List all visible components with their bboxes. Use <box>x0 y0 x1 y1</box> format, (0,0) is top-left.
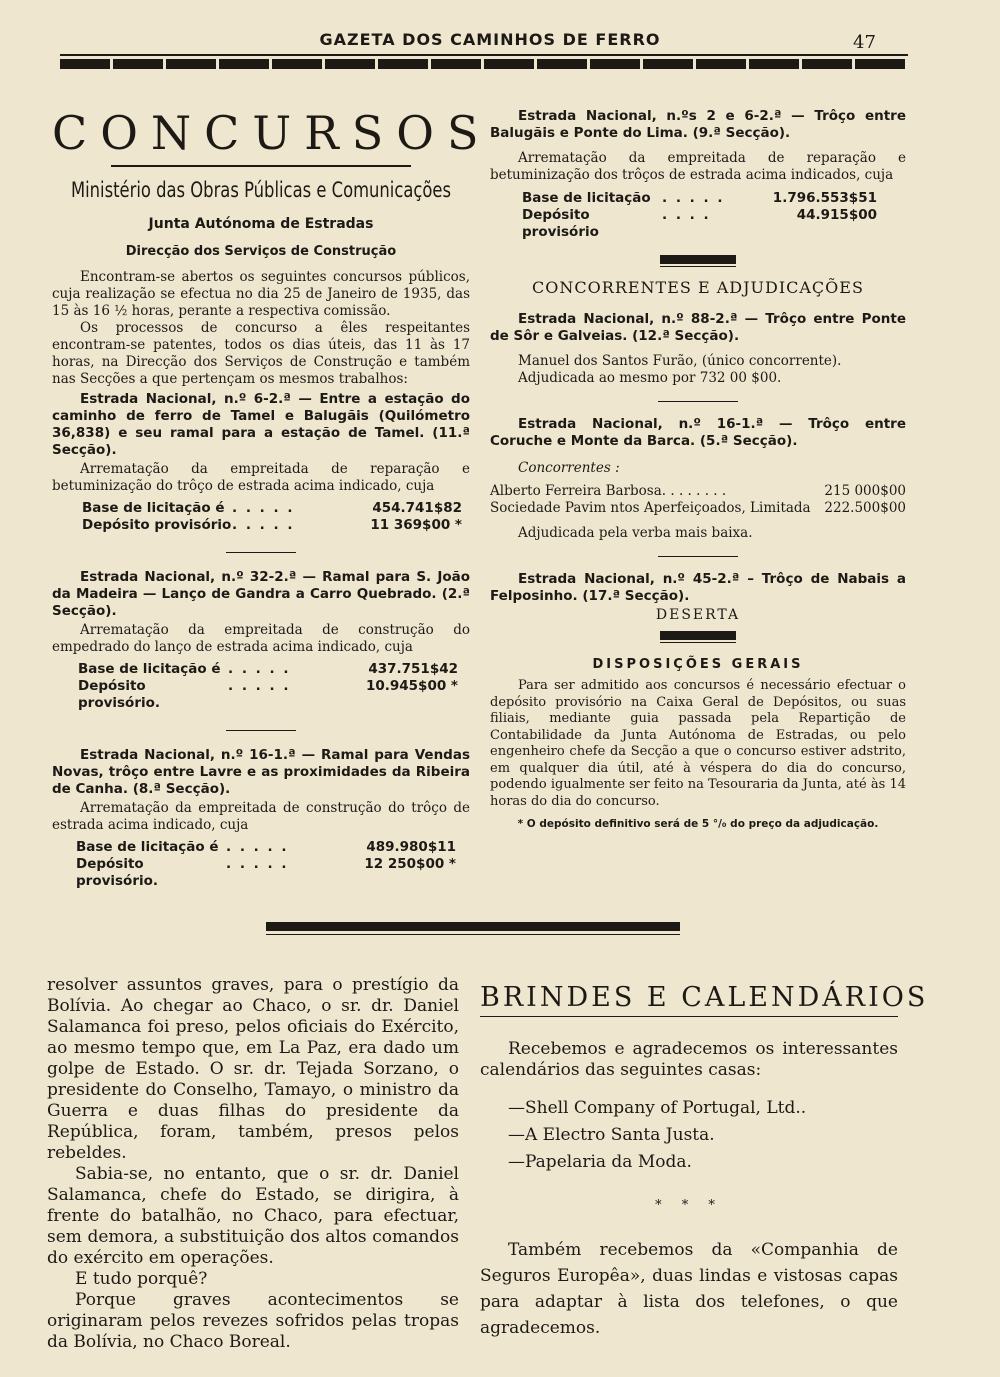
c2-subtitle: Concorrentes : <box>518 460 620 476</box>
right-item-title: Estrada Nacional, n.ºs 2 e 6-2.ª — Trôço entre Balugãis e Ponte do Lima. (9.ª Secção). <box>490 108 906 141</box>
deposit-value: 10.945$00 * <box>365 678 458 694</box>
bolivia-article <box>47 975 459 1353</box>
c2-row-name: Alberto Ferreira Barbosa. . . . . . . . <box>490 483 727 499</box>
base-value: 1.796.553$51 <box>772 190 877 206</box>
deposit-value: 12 250$00 * <box>364 856 456 872</box>
c2-title: Estrada Nacional, n.º 16-1.ª — Trôço entre Coruche e Monte da Barca. (5.ª Secção). <box>490 416 906 449</box>
base-label: Base de licitação é <box>76 839 219 855</box>
footnote: * O depósito definitivo será de 5 °/₀ do preço da adjudicação. <box>517 818 879 830</box>
c1-line-2: Adjudicada ao mesmo por 732 00 $00. <box>518 370 782 386</box>
right-column <box>490 108 906 830</box>
deposit-value: 11 369$00 * <box>370 517 462 533</box>
item-2-values: Base de licitação é . . . . . 437.751$42 Depósito provisório. . . . . . 10.945$00 * <box>78 661 458 711</box>
c2-row-value: 222.500$00 <box>824 500 906 516</box>
base-label: Base de licitação é <box>82 500 225 516</box>
c3-result: DESERTA <box>655 607 741 623</box>
section-rule <box>660 255 736 264</box>
item-3-values: Base de licitação é . . . . . 489.980$11 Depósito provisório. . . . . . 12 250$00 * <box>76 839 456 889</box>
deposit-label: Depósito provisório <box>522 207 599 240</box>
page-divider <box>266 922 680 931</box>
brindes-list <box>480 1095 898 1176</box>
deposit-label: Depósito provisório. <box>76 856 159 889</box>
left-column <box>52 105 492 890</box>
right-item-desc: Arrematação da empreitada de reparação e betuminização dos trôços de estrada acima indicados, cuja <box>490 150 906 183</box>
divider <box>226 730 296 731</box>
junta-title: Junta Autónoma de Estradas <box>148 216 374 232</box>
heading-rule <box>111 165 411 167</box>
page-divider-thin <box>266 934 680 935</box>
bolivia-paragraph-3: E tudo porquê? <box>75 1269 208 1289</box>
section-rule-thin <box>660 266 736 267</box>
bolivia-paragraph-2: Sabia-se, no entanto, que o sr. dr. Daniel Salamanca, chefe do Estado, se dirigira, à frente do batalhão, no Chaco, para efectuar, sem demora, a substituição dos altos comandos do exército em operações. <box>47 1164 459 1268</box>
ministry-title: Ministério das Obras Públicas e Comunicações <box>70 178 452 202</box>
base-label: Base de licitação é <box>78 661 221 677</box>
brindes-heading-rule <box>480 1016 898 1017</box>
c2-row-value: 215 000$00 <box>824 483 906 499</box>
deposit-label: Depósito provisório. <box>78 678 161 711</box>
disposicoes-heading: DISPOSIÇÕES GERAIS <box>592 657 804 672</box>
brindes-paragraph-2: Também recebemos da «Companhia de Seguros Europêa», duas lindas e vistosas capas para adaptar à lista dos telefones, o que agradecemos. <box>480 1240 898 1338</box>
divider <box>658 401 738 402</box>
section-rule-thin <box>660 642 736 643</box>
item-2-desc: Arrematação da empreitada de construção do empedrado do lanço de estrada acima indicado, cuja <box>52 622 470 655</box>
c1-line-1: Manuel dos Santos Furão, (único concorrente). <box>518 353 842 369</box>
brindes-paragraph-1: Recebemos e agradecemos os interessantes calendários das seguintes casas: <box>480 1039 898 1080</box>
concorrentes-heading: CONCORRENTES E ADJUDICAÇÕES <box>532 278 864 297</box>
divider <box>226 552 296 553</box>
brindes-heading: BRINDES E CALENDÁRIOS <box>480 982 929 1013</box>
item-1-values: Base de licitação é . . . . . 454.741$82 Depósito provisório . . . . . 11 369$00 * <box>82 500 462 533</box>
brindes-article <box>480 982 929 1341</box>
direccao-title: Direcção dos Serviços de Construção <box>125 244 397 259</box>
section-rule <box>660 631 736 640</box>
base-value: 437.751$42 <box>368 661 458 677</box>
item-2-title: Estrada Nacional, n.º 32-2.ª — Ramal para S. João da Madeira — Lanço de Gandra a Carro Quebrado. (2.ª Secção). <box>52 569 470 619</box>
journal-title: GAZETA DOS CAMINHOS DE FERRO <box>319 30 661 49</box>
disposicoes-text: Para ser admitido aos concursos é necessário efectuar o depósito provisório na Caixa Geral de Depósitos, ou suas filiais, mediante guia passada pela Repartição de Contabilidade da Junta Autónoma de Estradas, ou pelo engenheiro chefe da Secção a que o concurso estiver adstrito, em qualquer dia útil, até à véspera do dia do concurso, podendo igualmente ser feito na Tesouraria da Junta, até às 14 horas do dia do concurso. <box>490 678 906 809</box>
divider <box>658 556 738 557</box>
item-3-title: Estrada Nacional, n.º 16-1.ª — Ramal para Vendas Novas, trôço entre Lavre e as proximidades da Ribeira de Canha. (8.ª Secção). <box>52 747 470 797</box>
bolivia-paragraph-1: resolver assuntos graves, para o prestígio da Bolívia. Ao chegar ao Chaco, o sr. dr. Daniel Salamanca foi preso, pelos oficiais do Exército, ao mesmo tempo que, em La Paz, era dado um golpe de Estado. O sr. dr. Tejada Sorzano, o presidente do Conselho, Tamayo, o ministro da Guerra e duas filhas do presidente da República, foram, também, presos pelos rebeldes. <box>47 975 459 1163</box>
header-rule-thick <box>60 59 908 69</box>
intro-paragraph-1: Encontram-se abertos os seguintes concursos públicos, cuja realização se efectua no dia 25 de Janeiro de 1935, das 15 às 16 ½ horas, perante a respectiva comissão. <box>52 269 470 319</box>
c2-row-name: Sociedade Pavim ntos Aperfeiçoados, Limitada <box>490 500 811 516</box>
c2-adjudicada: Adjudicada pela verba mais baixa. <box>518 525 753 541</box>
right-item-values: Base de licitação . . . . . 1.796.553$51 Depósito provisório . . . . 44.915$00 <box>522 190 877 240</box>
list-item: —Shell Company of Portugal, Ltd.. <box>508 1098 807 1118</box>
item-1-title: Estrada Nacional, n.º 6-2.ª — Entre a estação do caminho de ferro de Tamel e Balugãis (Quilómetro 36,838) e seu ramal para a estação de Tamel. (11.ª Secção). <box>52 391 470 458</box>
base-value: 489.980$11 <box>366 839 456 855</box>
item-1-desc: Arrematação da empreitada de reparação e betuminização do trôço de estrada acima indicado, cuja <box>52 461 470 494</box>
stars-separator: * * * <box>655 1198 723 1213</box>
list-item: —A Electro Santa Justa. <box>508 1125 715 1145</box>
item-3-desc: Arrematação da empreitada de construção do trôço de estrada acima indicado, cuja <box>52 800 470 833</box>
base-label: Base de licitação <box>522 190 651 206</box>
c1-title: Estrada Nacional, n.º 88-2.ª — Trôço entre Ponte de Sôr e Galveias. (12.ª Secção). <box>490 311 906 344</box>
list-item: —Papelaria da Moda. <box>508 1152 692 1172</box>
c2-table <box>490 483 906 517</box>
bolivia-paragraph-4: Porque graves acontecimentos se originaram pelos revezes sofridos pelas tropas da Bolívia, no Chaco Boreal. <box>47 1290 459 1352</box>
deposit-value: 44.915$00 <box>796 207 877 223</box>
header-rule-thin <box>60 54 908 56</box>
concursos-heading: CONCURSOS <box>52 106 492 160</box>
c3-title: Estrada Nacional, n.º 45-2.ª – Trôço de Nabais a Felposinho. (17.ª Secção). <box>490 571 906 604</box>
intro-paragraph-2: Os processos de concurso a êles respeitantes encontram-se patentes, todos os dias úteis, das 11 às 17 horas, na Direcção dos Serviços de Construção e também nas Secções a que pertençam os mesmos trabalhos: <box>52 320 470 387</box>
base-value: 454.741$82 <box>372 500 462 516</box>
page-number: 47 <box>853 32 876 53</box>
deposit-label: Depósito provisório <box>82 517 232 533</box>
